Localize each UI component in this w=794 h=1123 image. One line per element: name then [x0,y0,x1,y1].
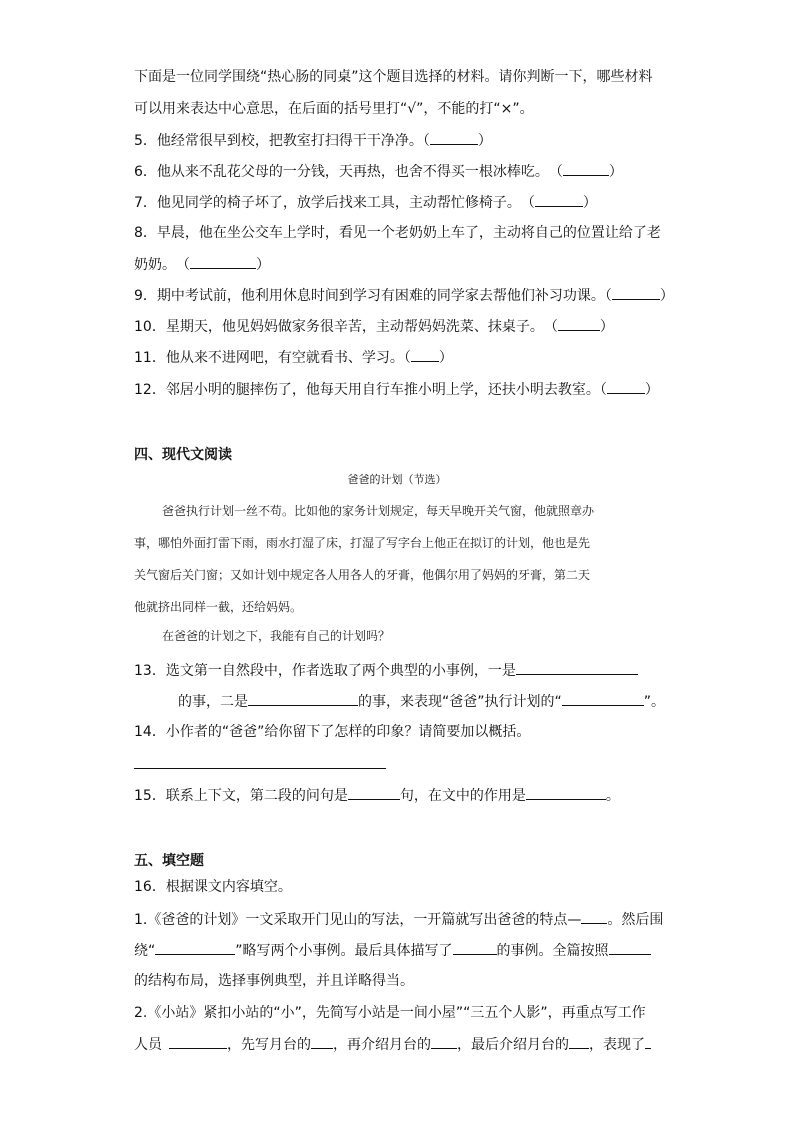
passage-line-1: 爸爸执行计划一丝不苟。比如他的家务计划规定，每天早晚开关气窗，他就照章办 [162,504,595,518]
question-6 [134,161,623,182]
question-13-text-c: 的事，来表现“爸爸”执行计划的“ [358,694,562,710]
question-12 [134,379,659,400]
fill-1-text-a: 1.《爸爸的计划》一文采取开门见山的写法，一开篇就写出爸爸的特点— [134,912,582,928]
answer-blank-16-1a[interactable] [581,909,607,924]
answer-blank-16-2a[interactable] [169,1034,227,1049]
question-11 [134,347,453,368]
answer-blank-12[interactable] [607,379,645,394]
fill-2-line-2 [134,1034,651,1055]
question-8-line-1: 8．早晨，他在坐公交车上学时，看见一个老奶奶上车了，主动将自己的位置让给了老 [134,225,661,241]
fill-1-text-c: 绕“ [134,943,156,959]
passage-title: 爸爸的计划（节选） [347,473,447,486]
question-13-line-1 [134,660,638,681]
fill-2-line-1: 2.《小站》紧扣小站的“小”，先简写小站是一间小屋”“三五个人影”，再重点写工作 [134,1005,646,1021]
question-9-end: ） [659,288,674,304]
fill-2-text-b: ，先写月台的 [227,1037,311,1053]
fill-2-text-c: ，再介绍月台的 [333,1037,431,1053]
fill-1-line-1 [134,909,663,930]
question-12-text: 12．邻居小明的腿摔伤了，他每天用自行车推小明上学，还扶小明去教室。（ [134,382,607,398]
fill-1-text-d: ”略写两个小事例。最后具体描写了 [235,943,453,959]
passage-line-5: 在爸爸的计划之下，我能有自己的计划吗？ [162,629,391,643]
answer-blank-15b[interactable] [526,785,606,800]
question-16: 16．根据课文内容填空。 [134,879,292,895]
answer-blank-16-2d[interactable] [569,1034,589,1049]
passage-line-4: 他就挤出同样一截，还给妈妈。 [134,600,303,614]
question-14: 14．小作者的“爸爸”给你留下了怎样的印象？请简要加以概括。 [134,724,531,740]
intro-line-1: 下面是一位同学围绕“热心肠的同桌”这个题目选择的材料。请你判断一下，哪些材料 [134,69,653,85]
answer-blank-16-1d[interactable] [609,940,651,955]
question-8-line-2 [134,254,270,275]
intro-line-2: 可以用来表达中心意思，在后面的括号里打“√”，不能的打“×”。 [134,101,534,117]
answer-blank-11[interactable] [411,347,439,362]
passage-line-3: 关气窗后关门窗；又如计划中规定各人用各人的牙膏，他偶尔用了妈妈的牙膏，第二天 [134,568,591,582]
question-13-line-2 [134,691,665,712]
question-12-end: ） [644,382,659,398]
question-9-text: 9．期中考试前，他利用休息时间到学习有困难的同学家去帮他们补习功课。（ [134,288,612,304]
question-15 [134,785,620,806]
question-13-text-b: 的事，二是 [178,694,248,710]
passage-line-2: 事，哪怕外面打雷下雨，雨水打湿了床，打湿了写字台上他正在拟订的计划，他也是先 [134,536,591,550]
line-indent [134,692,178,706]
answer-blank-16-1b[interactable] [155,940,235,955]
answer-blank-7[interactable] [535,192,583,207]
question-8-end: ） [256,257,270,273]
question-7 [134,192,597,213]
question-5 [134,130,492,151]
question-10-text: 10．星期天，他见妈妈做家务很辛苦，主动帮妈妈洗菜、抹桌子。 （ [134,319,558,335]
question-10-end: ） [599,319,614,335]
fill-1-text-e: 的事例。全篇按照 [496,943,609,959]
question-15-text-b: 句，在文中的作用是 [399,788,526,804]
section-5-heading: 五、填空题 [134,853,204,869]
answer-blank-15a[interactable] [348,785,400,800]
answer-blank-16-1c[interactable] [453,940,497,955]
question-6-text: 6．他从来不乱花父母的一分钱，天再热，也舍不得买一根冰棒吃。 （ [134,164,563,180]
question-5-end: ） [477,133,492,149]
answer-blank-13b[interactable] [248,691,358,706]
answer-blank-10[interactable] [558,316,600,331]
answer-blank-16-2c[interactable] [431,1034,457,1049]
answer-blank-16-2e[interactable] [645,1034,651,1049]
answer-blank-13c[interactable] [562,691,644,706]
answer-blank-5[interactable] [430,130,478,145]
answer-blank-16-2b[interactable] [311,1034,333,1049]
answer-blank-9[interactable] [612,285,660,300]
question-7-text: 7．他见同学的椅子坏了，放学后找来工具，主动帮忙修椅子。 （ [134,195,535,211]
question-5-text: 5．他经常很早到校，把教室打扫得干干净净。（ [134,133,430,149]
question-15-text-a: 15．联系上下文，第二段的问句是 [134,788,348,804]
question-8-text: 奶奶。 （ [134,257,190,273]
answer-blank-13a[interactable] [516,660,638,675]
fill-2-text-e: ，表现了 [589,1037,645,1053]
question-6-end: ） [608,164,623,180]
question-10 [134,316,614,337]
question-13-text-a: 13．选文第一自然段中，作者选取了两个典型的小事例，一是 [134,663,516,679]
fill-1-line-2 [134,940,651,961]
question-13-text-d: ”。 [643,694,666,710]
question-11-text: 11．他从来不进网吧，有空就看书、学习。（ [134,350,411,366]
fill-1-text-b: 。然后围 [607,912,664,928]
question-7-end: ） [582,195,597,211]
fill-2-text-d: ，最后介绍月台的 [457,1037,569,1053]
question-11-end: ） [438,350,453,366]
fill-1-line-3: 的结构布局，选择事例典型，并且详略得当。 [134,973,414,989]
question-9 [134,285,674,306]
answer-blank-8[interactable] [190,254,256,269]
answer-line-14[interactable] [134,768,386,769]
section-4-heading: 四、现代文阅读 [134,447,232,463]
answer-blank-6[interactable] [563,161,609,176]
fill-2-text-a: 人员 [134,1037,162,1053]
question-15-text-c: 。 [605,788,620,804]
